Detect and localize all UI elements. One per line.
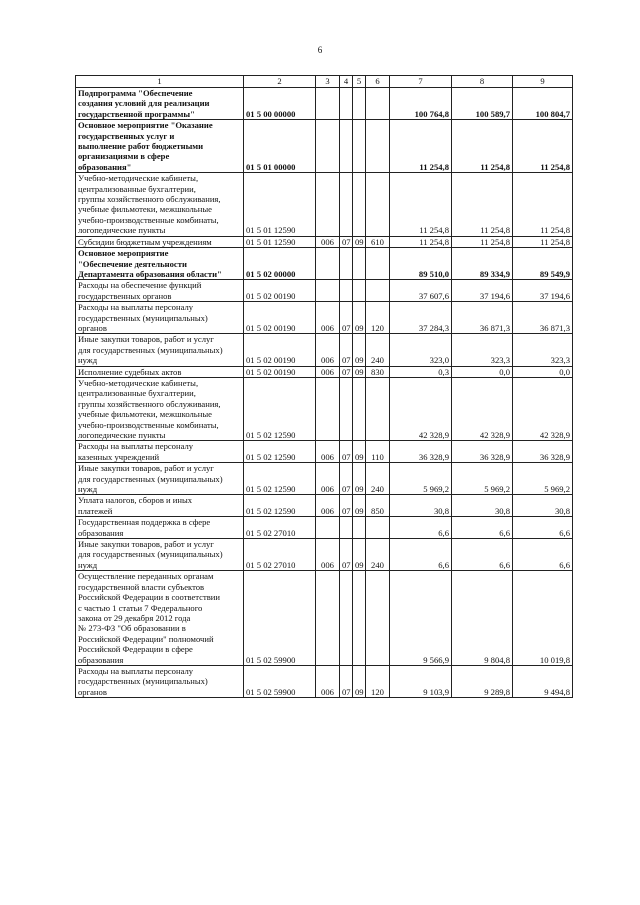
row-value-col8-cell: 323,3 <box>452 334 513 366</box>
row-subsection-cell: 09 <box>353 302 366 334</box>
row-name-cell <box>76 539 244 571</box>
table-row <box>76 495 573 517</box>
row-value-col8-cell: 9 804,8 <box>452 571 513 666</box>
row-value-col7-cell: 100 764,8 <box>390 88 452 120</box>
row-ministry-cell <box>316 377 340 440</box>
row-subsection-cell <box>353 88 366 120</box>
row-value-col8-cell: 30,8 <box>452 495 513 517</box>
row-code-cell: 01 5 01 00000 <box>244 120 316 173</box>
row-name-text: Основное мероприятие "Оказание государственных услуг и выполнение работ бюджетными организациями в сфере образования" <box>78 120 213 172</box>
row-code-cell: 01 5 02 00000 <box>244 248 316 280</box>
row-value-col9-cell: 323,3 <box>513 334 573 366</box>
row-section-cell: 07 <box>340 302 353 334</box>
row-section-cell <box>340 173 353 236</box>
budget-table <box>75 75 573 698</box>
row-name-cell <box>76 280 244 302</box>
row-code-cell: 01 5 02 00190 <box>244 280 316 302</box>
row-ministry-cell: 006 <box>316 495 340 517</box>
table-row <box>76 236 573 247</box>
row-subsection-cell <box>353 120 366 173</box>
row-section-cell: 07 <box>340 463 353 495</box>
row-code-cell: 01 5 02 00190 <box>244 366 316 377</box>
row-section-cell: 07 <box>340 665 353 697</box>
row-section-cell: 07 <box>340 236 353 247</box>
table-row <box>76 441 573 463</box>
row-section-cell <box>340 571 353 666</box>
row-ministry-cell: 006 <box>316 441 340 463</box>
row-expense-type-cell <box>366 517 390 539</box>
row-name-cell <box>76 366 244 377</box>
row-value-col7-cell: 11 254,8 <box>390 236 452 247</box>
row-expense-type-cell <box>366 88 390 120</box>
row-section-cell <box>340 517 353 539</box>
row-name-cell <box>76 571 244 666</box>
row-value-col7-cell: 36 328,9 <box>390 441 452 463</box>
row-value-col8-cell: 11 254,8 <box>452 173 513 236</box>
header-cell: 6 <box>366 76 390 88</box>
row-value-col9-cell: 10 019,8 <box>513 571 573 666</box>
table-row <box>76 366 573 377</box>
row-name-text: Иные закупки товаров, работ и услуг для государственных (муниципальных) нужд <box>78 463 223 495</box>
row-name-cell <box>76 88 244 120</box>
row-subsection-cell <box>353 280 366 302</box>
header-cell: 8 <box>452 76 513 88</box>
row-value-col8-cell: 100 589,7 <box>452 88 513 120</box>
row-value-col9-cell: 5 969,2 <box>513 463 573 495</box>
row-code-cell: 01 5 01 12590 <box>244 173 316 236</box>
row-subsection-cell: 09 <box>353 665 366 697</box>
row-expense-type-cell <box>366 248 390 280</box>
row-name-cell <box>76 120 244 173</box>
row-expense-type-cell: 120 <box>366 302 390 334</box>
table-row <box>76 571 573 666</box>
row-name-text: Уплата налогов, сборов и иных платежей <box>78 495 193 516</box>
table-row <box>76 280 573 302</box>
row-value-col7-cell: 11 254,8 <box>390 173 452 236</box>
row-subsection-cell <box>353 571 366 666</box>
row-value-col7-cell: 11 254,8 <box>390 120 452 173</box>
row-value-col9-cell: 11 254,8 <box>513 236 573 247</box>
row-name-text: Основное мероприятие "Обеспечение деятельности Департамента образования области" <box>78 248 222 279</box>
row-value-col9-cell: 36 328,9 <box>513 441 573 463</box>
row-ministry-cell: 006 <box>316 302 340 334</box>
row-ministry-cell <box>316 248 340 280</box>
row-value-col9-cell: 11 254,8 <box>513 120 573 173</box>
row-value-col8-cell: 37 194,6 <box>452 280 513 302</box>
row-name-cell <box>76 495 244 517</box>
header-cell: 5 <box>353 76 366 88</box>
row-subsection-cell: 09 <box>353 366 366 377</box>
row-name-cell <box>76 377 244 440</box>
row-value-col7-cell: 9 566,9 <box>390 571 452 666</box>
row-code-cell: 01 5 02 59900 <box>244 665 316 697</box>
row-subsection-cell <box>353 517 366 539</box>
table-row <box>76 173 573 236</box>
row-value-col7-cell: 9 103,9 <box>390 665 452 697</box>
row-value-col7-cell: 89 510,0 <box>390 248 452 280</box>
table-row <box>76 463 573 495</box>
row-value-col9-cell: 42 328,9 <box>513 377 573 440</box>
row-value-col7-cell: 5 969,2 <box>390 463 452 495</box>
row-value-col7-cell: 42 328,9 <box>390 377 452 440</box>
row-value-col9-cell: 36 871,3 <box>513 302 573 334</box>
row-section-cell <box>340 120 353 173</box>
row-name-text: Учебно-методические кабинеты, централизованные бухгалтерии, группы хозяйственного обслуживания, учебные фильмотеки, межшкольные учебно-производственные комбинаты, логопедические пункты <box>78 173 221 236</box>
row-value-col8-cell: 5 969,2 <box>452 463 513 495</box>
table-row <box>76 539 573 571</box>
row-value-col9-cell: 89 549,9 <box>513 248 573 280</box>
row-value-col8-cell: 89 334,9 <box>452 248 513 280</box>
row-value-col7-cell: 323,0 <box>390 334 452 366</box>
row-code-cell: 01 5 02 27010 <box>244 539 316 571</box>
row-code-cell: 01 5 01 12590 <box>244 236 316 247</box>
row-expense-type-cell <box>366 377 390 440</box>
row-value-col7-cell: 37 607,6 <box>390 280 452 302</box>
row-expense-type-cell: 120 <box>366 665 390 697</box>
row-name-cell <box>76 517 244 539</box>
row-expense-type-cell: 240 <box>366 334 390 366</box>
row-name-text: Расходы на выплаты персоналу государственных (муниципальных) органов <box>78 665 208 697</box>
row-subsection-cell: 09 <box>353 463 366 495</box>
row-value-col8-cell: 11 254,8 <box>452 120 513 173</box>
row-value-col7-cell: 6,6 <box>390 539 452 571</box>
row-section-cell: 07 <box>340 495 353 517</box>
row-name-text: Расходы на выплаты персоналу казенных учреждений <box>78 441 194 462</box>
row-ministry-cell <box>316 88 340 120</box>
row-value-col7-cell: 30,8 <box>390 495 452 517</box>
row-value-col8-cell: 36 871,3 <box>452 302 513 334</box>
table-row <box>76 665 573 697</box>
row-name-text: Иные закупки товаров, работ и услуг для государственных (муниципальных) нужд <box>78 334 223 366</box>
row-code-cell: 01 5 02 12590 <box>244 463 316 495</box>
row-section-cell <box>340 280 353 302</box>
row-section-cell <box>340 248 353 280</box>
row-expense-type-cell <box>366 120 390 173</box>
row-section-cell: 07 <box>340 441 353 463</box>
header-row <box>76 76 573 88</box>
row-code-cell: 01 5 02 00190 <box>244 302 316 334</box>
row-ministry-cell <box>316 173 340 236</box>
row-subsection-cell <box>353 377 366 440</box>
row-value-col7-cell: 6,6 <box>390 517 452 539</box>
row-section-cell <box>340 377 353 440</box>
row-code-cell: 01 5 02 12590 <box>244 377 316 440</box>
row-value-col8-cell: 6,6 <box>452 539 513 571</box>
table-row <box>76 302 573 334</box>
table-row <box>76 334 573 366</box>
row-subsection-cell <box>353 248 366 280</box>
page-number: 6 <box>317 45 323 55</box>
header-cell: 7 <box>390 76 452 88</box>
row-name-text: Иные закупки товаров, работ и услуг для государственных (муниципальных) нужд <box>78 539 223 570</box>
row-expense-type-cell: 830 <box>366 366 390 377</box>
row-name-cell <box>76 302 244 334</box>
row-value-col9-cell: 30,8 <box>513 495 573 517</box>
row-value-col9-cell: 9 494,8 <box>513 665 573 697</box>
row-value-col8-cell: 0,0 <box>452 366 513 377</box>
row-expense-type-cell: 240 <box>366 539 390 571</box>
row-name-text: Подпрограмма "Обеспечение создания условий для реализации государственной программы" <box>78 88 210 119</box>
row-name-cell <box>76 441 244 463</box>
table-row <box>76 377 573 440</box>
row-subsection-cell: 09 <box>353 441 366 463</box>
row-subsection-cell: 09 <box>353 539 366 571</box>
row-code-cell: 01 5 02 27010 <box>244 517 316 539</box>
row-ministry-cell <box>316 280 340 302</box>
row-ministry-cell: 006 <box>316 665 340 697</box>
row-expense-type-cell <box>366 280 390 302</box>
header-cell: 4 <box>340 76 353 88</box>
row-name-text: Расходы на обеспечение функций государственных органов <box>78 280 202 301</box>
row-ministry-cell <box>316 517 340 539</box>
row-name-cell <box>76 236 244 247</box>
row-code-cell: 01 5 00 00000 <box>244 88 316 120</box>
row-name-text: Исполнение судебных актов <box>78 366 182 377</box>
row-expense-type-cell <box>366 173 390 236</box>
table-row <box>76 248 573 280</box>
row-code-cell: 01 5 02 12590 <box>244 441 316 463</box>
table-row <box>76 120 573 173</box>
row-expense-type-cell <box>366 571 390 666</box>
row-name-text: Государственная поддержка в сфере образования <box>78 517 211 538</box>
row-name-text: Субсидии бюджетным учреждениям <box>78 236 212 247</box>
row-value-col9-cell: 100 804,7 <box>513 88 573 120</box>
row-value-col9-cell: 6,6 <box>513 517 573 539</box>
row-code-cell: 01 5 02 00190 <box>244 334 316 366</box>
row-value-col8-cell: 11 254,8 <box>452 236 513 247</box>
row-section-cell <box>340 88 353 120</box>
row-value-col8-cell: 6,6 <box>452 517 513 539</box>
row-ministry-cell: 006 <box>316 539 340 571</box>
row-value-col9-cell: 37 194,6 <box>513 280 573 302</box>
row-subsection-cell <box>353 173 366 236</box>
row-subsection-cell: 09 <box>353 334 366 366</box>
row-ministry-cell: 006 <box>316 334 340 366</box>
row-expense-type-cell: 240 <box>366 463 390 495</box>
row-value-col9-cell: 6,6 <box>513 539 573 571</box>
row-subsection-cell: 09 <box>353 495 366 517</box>
header-cell: 9 <box>513 76 573 88</box>
row-value-col7-cell: 37 284,3 <box>390 302 452 334</box>
row-name-cell <box>76 665 244 697</box>
row-name-text: Учебно-методические кабинеты, централизованные бухгалтерии, группы хозяйственного обслуживания, учебные фильмотеки, межшкольные учебно-производственные комбинаты, логопедические пункты <box>78 377 221 440</box>
row-ministry-cell <box>316 120 340 173</box>
row-ministry-cell <box>316 571 340 666</box>
row-name-cell <box>76 334 244 366</box>
row-value-col8-cell: 42 328,9 <box>452 377 513 440</box>
header-cell: 2 <box>244 76 316 88</box>
row-value-col7-cell: 0,3 <box>390 366 452 377</box>
row-name-text: Осуществление переданных органам государственной власти субъектов Российской Федерации в соответствии с частью 1 статьи 7 Федерального закона от 29 декабря 2012 года № 273-ФЗ "Об образовании в Российской Федерации" полномочий Российской Федерации в сфере образования <box>78 571 220 665</box>
row-value-col9-cell: 11 254,8 <box>513 173 573 236</box>
row-name-text: Расходы на выплаты персоналу государственных (муниципальных) органов <box>78 302 208 333</box>
row-code-cell: 01 5 02 59900 <box>244 571 316 666</box>
header-cell: 1 <box>76 76 244 88</box>
row-ministry-cell: 006 <box>316 463 340 495</box>
row-expense-type-cell: 110 <box>366 441 390 463</box>
table-row <box>76 88 573 120</box>
row-value-col8-cell: 9 289,8 <box>452 665 513 697</box>
row-section-cell: 07 <box>340 539 353 571</box>
row-value-col8-cell: 36 328,9 <box>452 441 513 463</box>
row-ministry-cell: 006 <box>316 366 340 377</box>
table-row <box>76 517 573 539</box>
row-name-cell <box>76 173 244 236</box>
row-section-cell: 07 <box>340 366 353 377</box>
row-section-cell: 07 <box>340 334 353 366</box>
row-expense-type-cell: 850 <box>366 495 390 517</box>
row-name-cell <box>76 463 244 495</box>
header-cell: 3 <box>316 76 340 88</box>
row-expense-type-cell: 610 <box>366 236 390 247</box>
row-ministry-cell: 006 <box>316 236 340 247</box>
row-value-col9-cell: 0,0 <box>513 366 573 377</box>
row-name-cell <box>76 248 244 280</box>
row-subsection-cell: 09 <box>353 236 366 247</box>
row-code-cell: 01 5 02 12590 <box>244 495 316 517</box>
